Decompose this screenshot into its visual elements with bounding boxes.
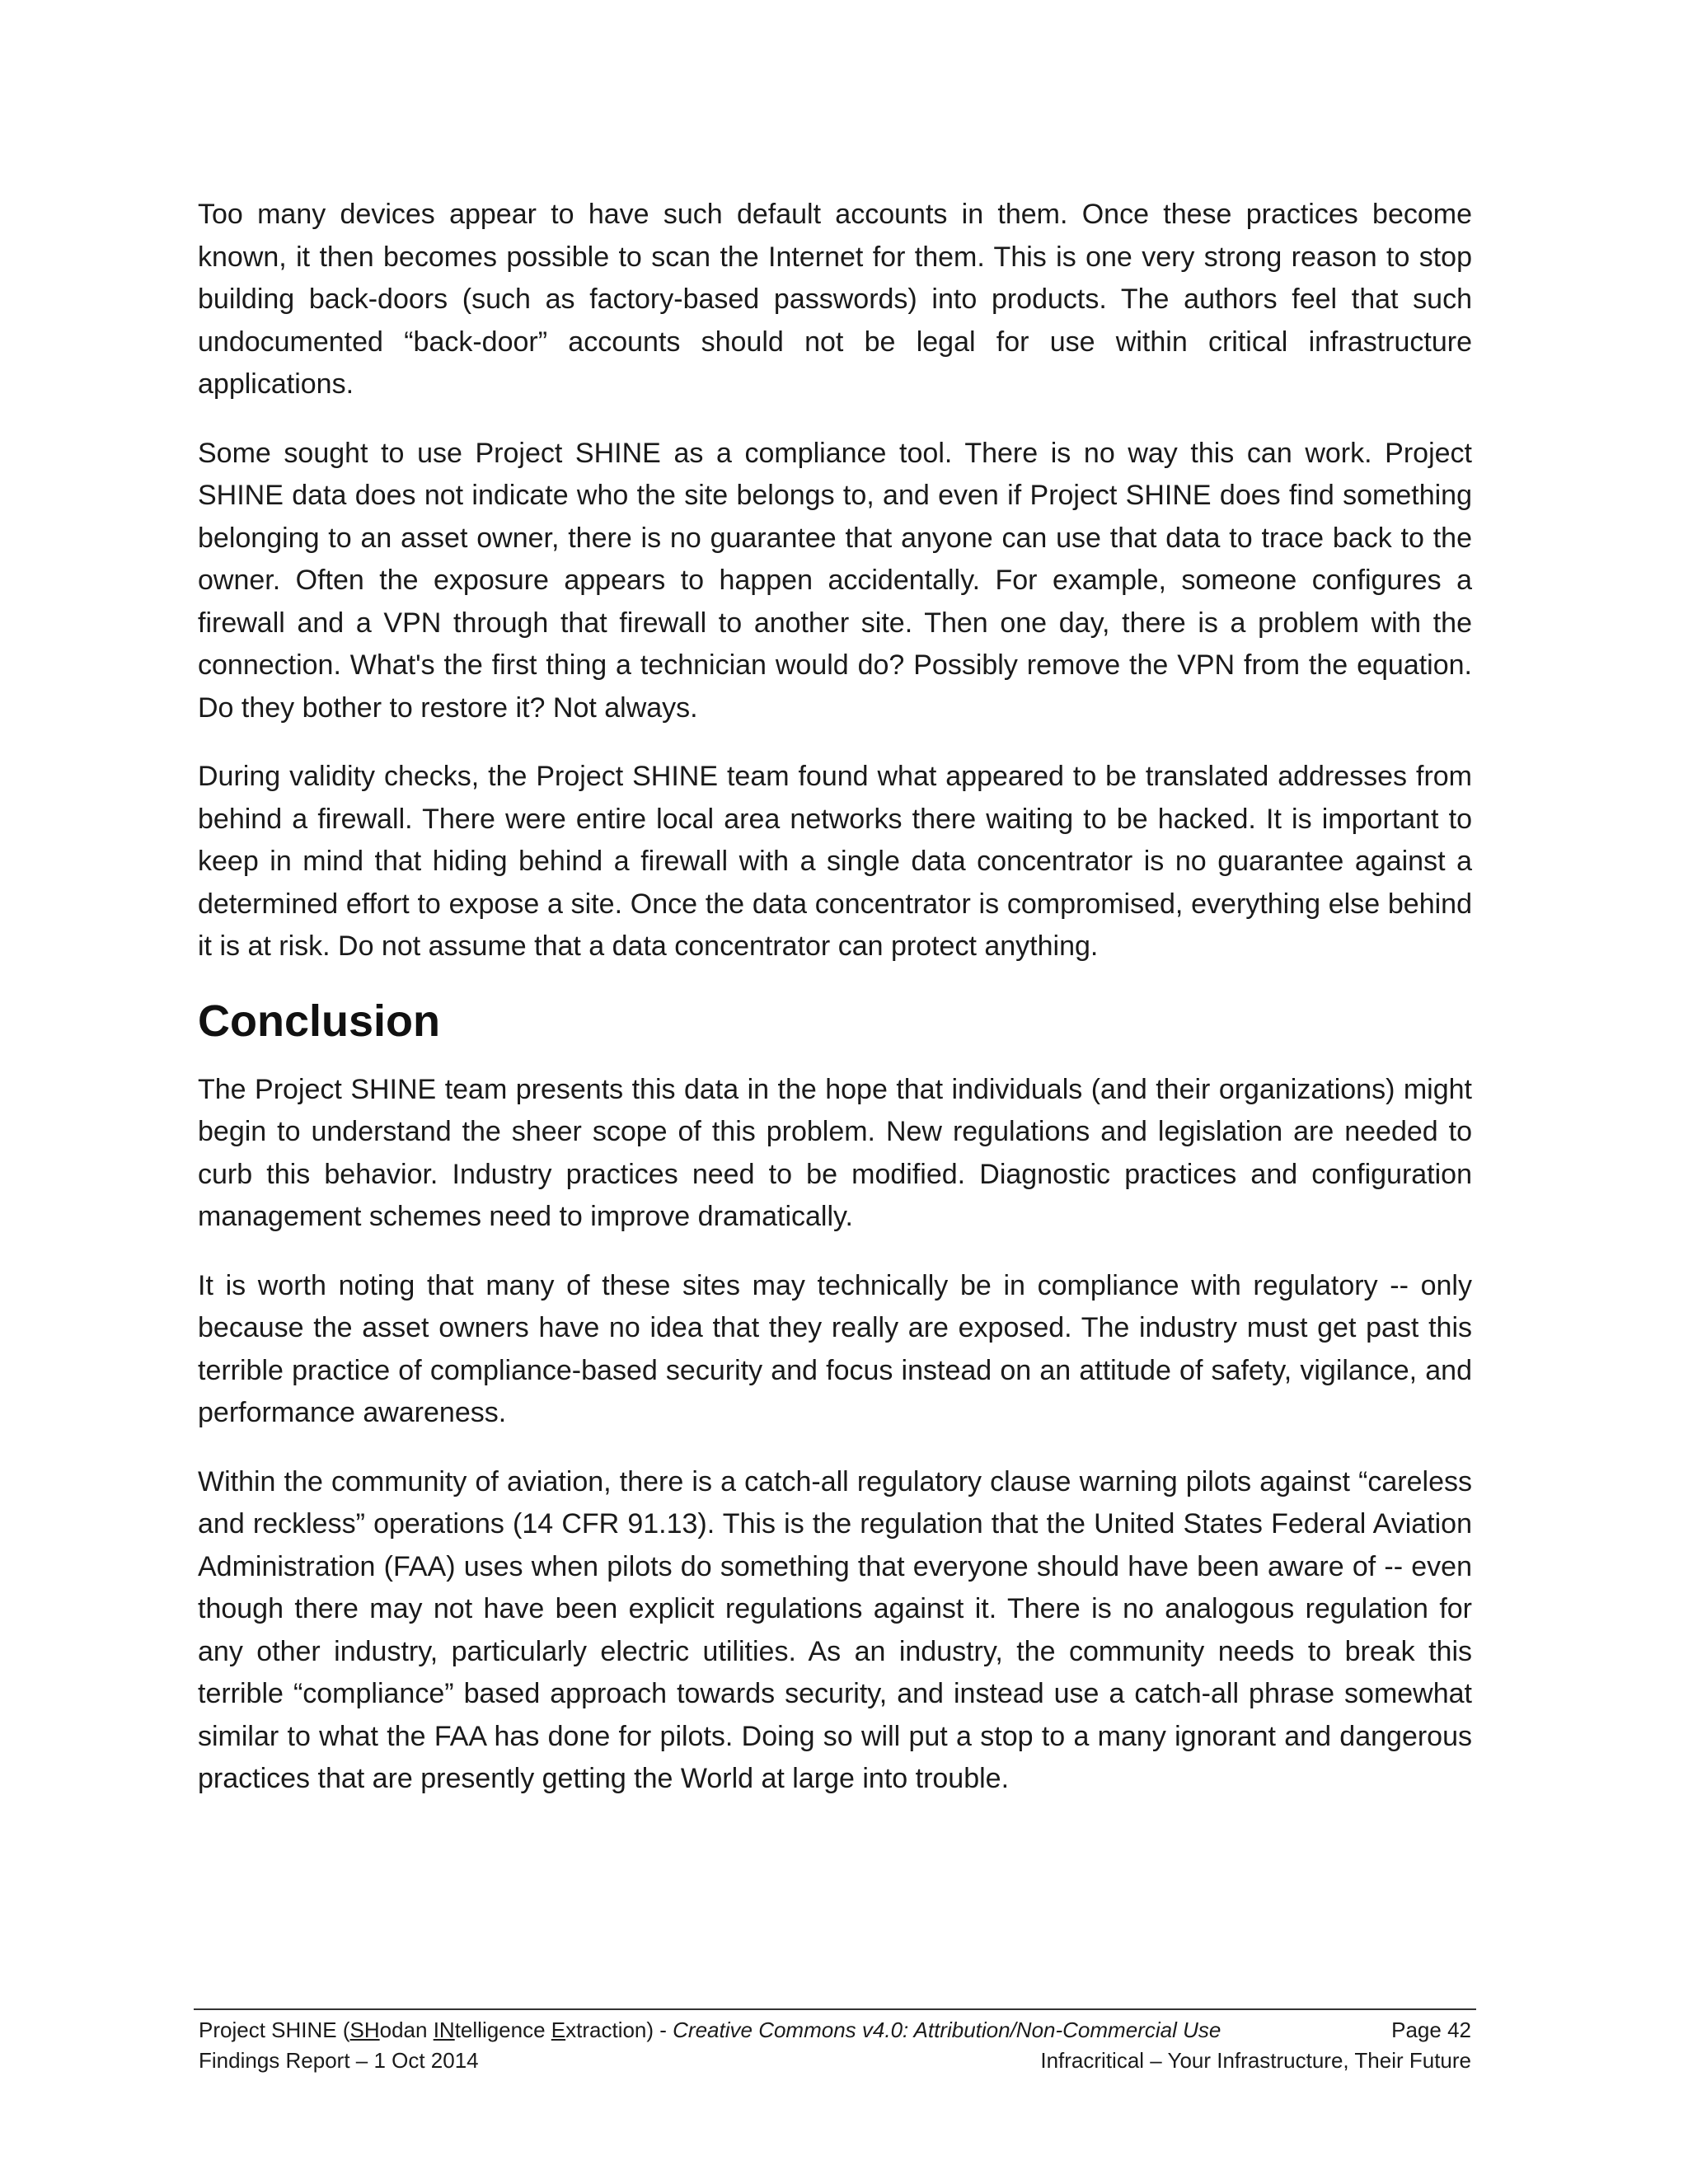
paragraph-conclusion-aviation: Within the community of aviation, there is a catch-all regulatory clause warning pilots against “careless and reckless” operations (14 CFR 91.13). This is the regulation that the United States Federal Aviation Administration (FAA) uses when pilots do something that everyone should have been aware of -- even though there may not have been explicit regulations against it. There is no analogous regulation for any other industry, particularly electric utilities. As an industry, the community needs to break this terrible “compliance” based approach towards security, and instead use a catch-all phrase somewhat similar to what the FAA has done for pilots. Doing so will put a stop to a many ignorant and dangerous practices that are presently getting the World at large into trouble.	[198, 1465, 1472, 1794]
footer-tagline: Infracritical – Your Infrastructure, Their Future	[1040, 2048, 1471, 2073]
footer-title-odan: odan	[379, 2018, 434, 2042]
paragraph-default-accounts: Too many devices appear to have such default accounts in them. Once these practices become known, it then becomes possible to scan the Internet for them. This is one very strong reason to stop building back-doors (such as factory-based passwords) into products. The authors feel that such undocumented “back-door” accounts should not be legal for use within critical infrastructure applications.	[198, 199, 1472, 400]
paragraph-compliance-tool: Some sought to use Project SHINE as a compliance tool. There is no way this can work. Project SHINE data does not indicate who the site belongs to, and even if Project SHINE does find something belonging to an asset owner, there is no guarantee that anyone can use that data to trace back to the owner. Often the exposure appears to happen accidentally. For example, someone configures a firewall and a VPN through that firewall to another site. Then one day, there is a problem with the connection. What's the first thing a technician would do? Possibly remove the VPN from the equation. Do they bother to restore it? Not always.	[198, 437, 1472, 724]
footer-title-sh: SH	[349, 2018, 380, 2042]
footer-title-xtraction: xtraction) -	[565, 2018, 673, 2042]
page-footer	[194, 2008, 1476, 2076]
footer-report-date: Findings Report – 1 Oct 2014	[199, 2048, 479, 2073]
footer-title-telligence: telligence	[454, 2018, 551, 2042]
paragraph-conclusion-scope: The Project SHINE team presents this data in the hope that individuals (and their organizations) might begin to understand the sheer scope of this problem. New regulations and legislation are needed to curb this behavior. Industry practices need to be modified. Diagnostic practices and configuration management schemes need to improve dramatically.	[198, 1073, 1472, 1232]
paragraph-conclusion-regulatory: It is worth noting that many of these sites may technically be in compliance with regulatory -- only because the asset owners have no idea that they really are exposed. The industry must get past this terrible practice of compliance-based security and focus instead on an attitude of safety, vigilance, and performance awareness.	[198, 1269, 1472, 1428]
paragraph-validity-checks: During validity checks, the Project SHINE team found what appeared to be translated addresses from behind a firewall. There were entire local area networks there waiting to be hacked. It is important to keep in mind that hiding behind a firewall with a single data concentrator is no guarantee against a determined effort to expose a site. Once the data concentrator is compromised, everything else behind it is at risk. Do not assume that a data concentrator can protect anything.	[198, 761, 1472, 962]
footer-row-top	[194, 2015, 1476, 2046]
footer-title-e: E	[551, 2018, 566, 2042]
footer-row-bottom	[194, 2046, 1476, 2076]
page-body	[198, 194, 1472, 1827]
footer-title-prefix: Project SHINE (	[199, 2018, 350, 2042]
footer-page-number: Page 42	[1391, 2018, 1471, 2042]
footer-project-title	[199, 2015, 1221, 2046]
footer-title-in: IN	[433, 2018, 455, 2042]
section-heading-conclusion: Conclusion	[198, 996, 440, 1046]
footer-license: Creative Commons v4.0: Attribution/Non-Commercial Use	[673, 2018, 1221, 2042]
